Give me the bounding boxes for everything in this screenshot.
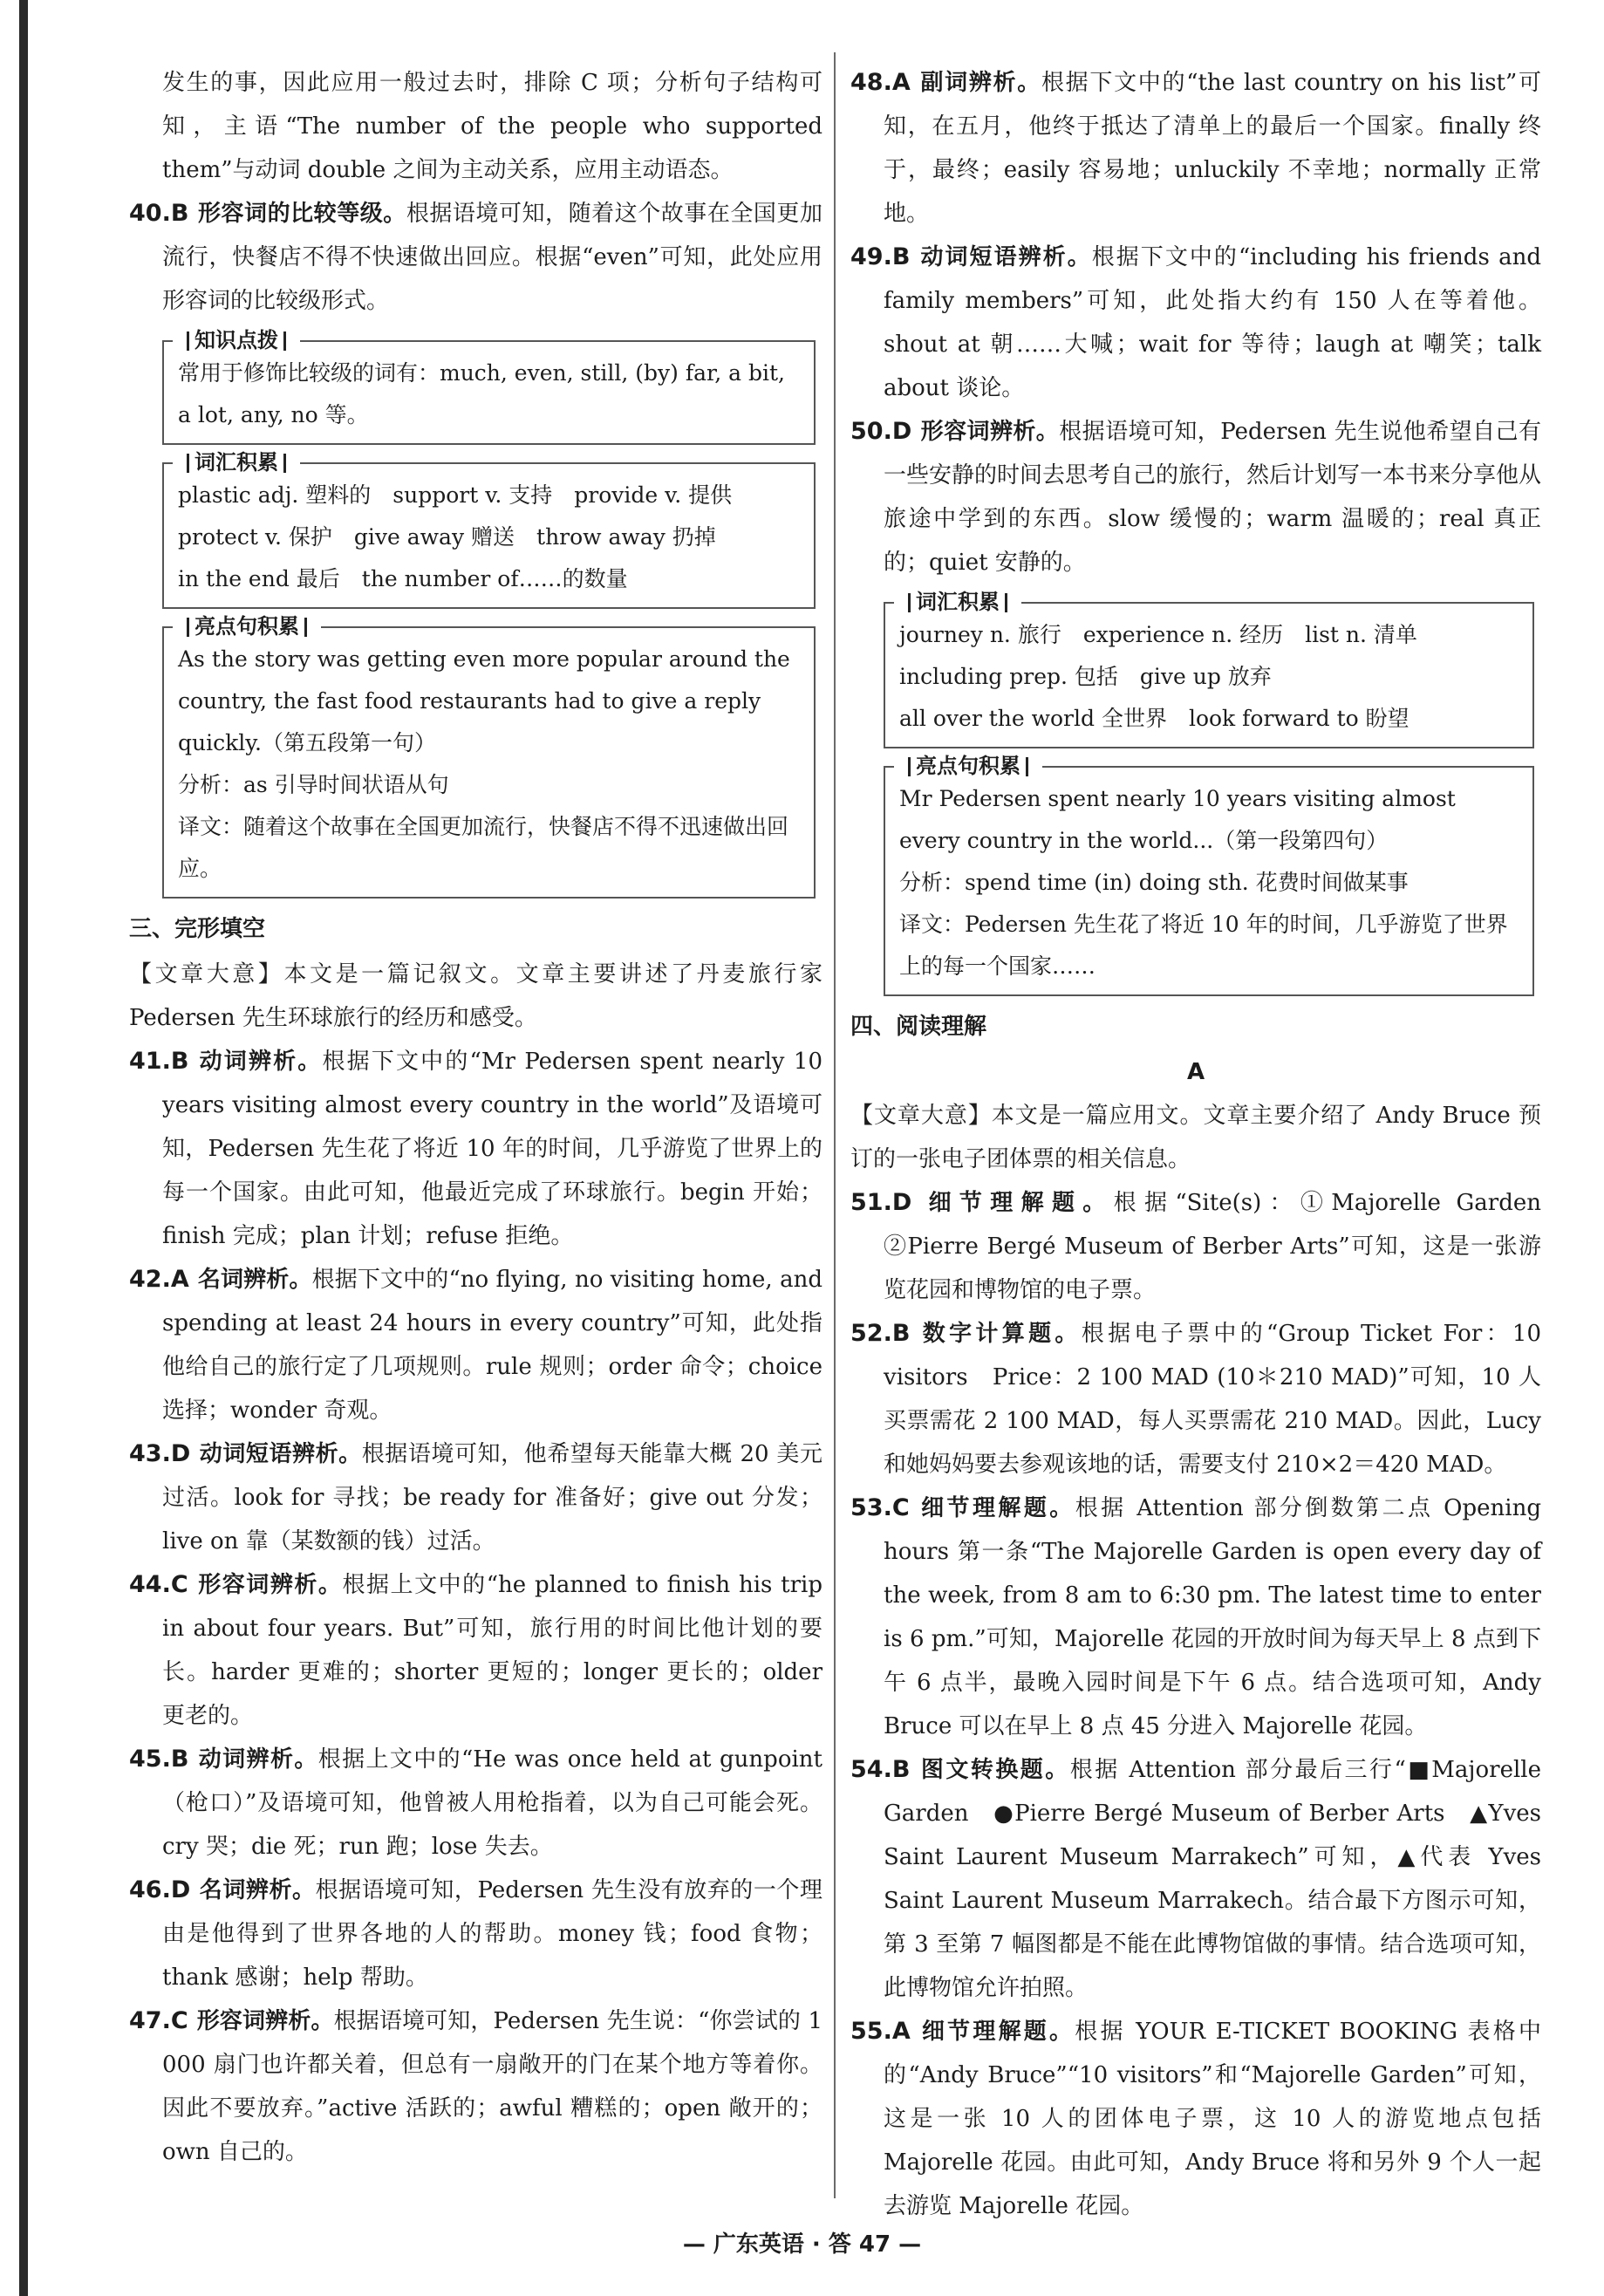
answer-48: 48.A 副词辨析。根据下文中的“the last country on his list”可知，在五月，他终于抵达了清单上的最后一个国家。finally 终于，最终；easily 容易地；unluckily 不幸地；normally 正常地。 <box>850 69 1541 227</box>
section-heading-reading: 四、阅读理解 <box>850 1014 987 1040</box>
vocab-box-title: 词汇积累 <box>173 449 300 475</box>
vocab-box-right <box>884 590 1534 748</box>
answer-51: 51.D 细节理解题。根据“Site(s)：①Majorelle Garden ②Pierre Bergé Museum of Berber Arts”可知，这是一张游览花园和博物馆的电子票。 <box>850 1189 1564 1303</box>
vocab-line: protect v. 保护 give away 赠送 throw away 扔掉 <box>178 524 716 550</box>
vocab-line: including prep. 包括 give up 放弃 <box>899 664 1272 689</box>
answer-42: 42.A 名词辨析。根据下文中的“no flying, no visiting home, and spending at least 24 hours in every country”可知，此处指他给自己的旅行定了几项规则。rule 规则；order 命令；choice 选择；wonder 奇观。 <box>129 1266 822 1424</box>
vocab-box-left <box>162 450 816 609</box>
page-footer: — 广东英语 · 答 47 — <box>682 2231 922 2258</box>
answer-52: 52.B 数字计算题。根据电子票中的“Group Ticket For：10 visitors Price：2 100 MAD (10＊210 MAD)”可知，10 人买票需花 2 100 MAD，每人买票需花 210 MAD。因此，Lucy 和她妈妈要去参观该地的话，需要支付 210×2＝420 MAD。 <box>850 1320 1541 1478</box>
sentence-translation: 译文：随着这个故事在全国更加流行，快餐店不得不迅速做出回应。 <box>178 814 789 881</box>
column-divider <box>834 52 836 2198</box>
sentence-box-right <box>884 754 1534 996</box>
sentence-line: Mr Pedersen spent nearly 10 years visiting almost every country in the world...（第一段第四句） <box>899 786 1456 853</box>
section-heading-cloze: 三、完形填空 <box>129 916 266 942</box>
answer-44: 44.C 形容词辨析。根据上文中的“he planned to finish his trip in about four years. But”可知，旅行用的时间比他计划的要长。harder 更难的；shorter 更短的；longer 更长的；older 更老的。 <box>129 1571 822 1729</box>
vocab-line: all over the world 全世界 look forward to 盼望 <box>899 706 1409 731</box>
vocab-line: in the end 最后 the number of……的数量 <box>178 566 628 591</box>
vocab-line: journey n. 旅行 experience n. 经历 list n. 清单 <box>899 622 1417 647</box>
tips-box <box>162 328 816 445</box>
left-column <box>129 61 822 2174</box>
answer-45: 45.B 动词辨析。根据上文中的“He was once held at gunpoint（枪口）”及语境可知，他曾被人用枪指着，以为自己可能会死。cry 哭；die 死；run 跑；lose 失去。 <box>129 1746 822 1860</box>
answer-49: 49.B 动词短语辨析。根据下文中的“including his friends and family members”可知，此处指大约有 150 人在等着他。shout at 朝……大喊；wait for 等待；laugh at 嘲笑；talk about 谈论。 <box>850 243 1541 401</box>
answer-43: 43.D 动词短语辨析。根据语境可知，他希望每天能靠大概 20 美元过活。look for 寻找；be ready for 准备好；give out 分发；live on 靠（某数额的钱）过活。 <box>129 1440 822 1555</box>
passage-label: A <box>1186 1059 1205 1085</box>
sentence-box-title: 亮点句积累 <box>894 753 1042 779</box>
sentence-line: As the story was getting even more popular around the country, the fast food restaurants had to give a reply quickly.（第五段第一句） <box>178 646 790 755</box>
vocab-box-title: 词汇积累 <box>894 589 1021 615</box>
sentence-box-left <box>162 614 816 899</box>
answer-54: 54.B 图文转换题。根据 Attention 部分最后三行“■Majorelle Garden ●Pierre Bergé Museum of Berber Arts ▲Yves Saint Laurent Museum Marrakech”可知，▲代表 Yves Saint Laurent Museum Marrakech。结合最下方图示可知，第 3 至第 7 幅图都是不能在此博物馆做的事情。结合选项可知，此博物馆允许拍照。 <box>850 1756 1541 2001</box>
continued-paragraph: 发生的事，因此应用一般过去时，排除 C 项；分析句子结构可知，主语“The number of the people who supported them”与动词 double 之间为主动关系，应用主动语态。 <box>162 70 822 183</box>
sentence-analysis: 分析：as 引导时间状语从句 <box>178 772 449 797</box>
article-summary-cloze: 【文章大意】本文是一篇记叙文。文章主要讲述了丹麦旅行家 Pedersen 先生环球旅行的经历和感受。 <box>129 961 822 1031</box>
article-summary-reading: 【文章大意】本文是一篇应用文。文章主要介绍了 Andy Bruce 预订的一张电子团体票的相关信息。 <box>850 1103 1541 1172</box>
vocab-line: plastic adj. 塑料的 support v. 支持 provide v. 提供 <box>178 482 733 508</box>
sentence-translation: 译文：Pedersen 先生花了将近 10 年的时间，几乎游览了世界上的每一个国家…… <box>899 912 1508 979</box>
tips-box-text: 常用于修饰比较级的词有：much, even, still, (by) far, a bit, a lot, any, no 等。 <box>178 360 785 427</box>
sentence-box-title: 亮点句积累 <box>173 613 321 639</box>
answer-53: 53.C 细节理解题。根据 Attention 部分倒数第二点 Opening hours 第一条“The Majorelle Garden is open every day of the week, from 8 am to 6:30 pm. The latest time to enter is 6 pm.”可知，Majorelle 花园的开放时间为每天早上 8 点到下午 6 点半，最晚入园时间是下午 6 点。结合选项可知，Andy Bruce 可以在早上 8 点 45 分进入 Majorelle 花园。 <box>850 1494 1541 1739</box>
answer-41: 41.B 动词辨析。根据下文中的“Mr Pedersen spent nearly 10 years visiting almost every country in the world”及语境可知，Pedersen 先生花了将近 10 年的时间，几乎游览了世界上的每一个国家。由此可知，他最近完成了环球旅行。begin 开始；finish 完成；plan 计划；refuse 拒绝。 <box>129 1048 822 1249</box>
answer-50: 50.D 形容词辨析。根据语境可知，Pedersen 先生说他希望自己有一些安静的时间去思考自己的旅行，然后计划写一本书来分享他从旅途中学到的东西。slow 缓慢的；warm 温暖的；real 真正的；quiet 安静的。 <box>850 418 1542 576</box>
tips-box-title: 知识点拨 <box>173 327 300 353</box>
page-edge-bar <box>19 0 28 2296</box>
right-column <box>850 61 1564 2228</box>
answer-40: 40.B 形容词的比较等级。根据语境可知，随着这个故事在全国更加流行，快餐店不得不快速做出回应。根据“even”可知，此处应用形容词的比较级形式。 <box>129 200 822 314</box>
sentence-analysis: 分析：spend time (in) doing sth. 花费时间做某事 <box>899 870 1409 895</box>
answer-46: 46.D 名词辨析。根据语境可知，Pedersen 先生没有放弃的一个理由是他得到了世界各地的人的帮助。money 钱；food 食物；thank 感谢；help 帮助。 <box>129 1876 822 1991</box>
answer-55: 55.A 细节理解题。根据 YOUR E-TICKET BOOKING 表格中的“Andy Bruce”“10 visitors”和“Majorelle Garden”可知，这是一张 10 人的团体电子票，这 10 人的游览地点包括 Majorelle 花园。由此可知，Andy Bruce 将和另外 9 个人一起去游览 Majorelle 花园。 <box>850 2018 1541 2219</box>
answer-47: 47.C 形容词辨析。根据语境可知，Pedersen 先生说：“你尝试的 1 000 扇门也许都关着，但总有一扇敞开的门在某个地方等着你。因此不要放弃。”active 活跃的；awful 糟糕的；open 敞开的；own 自己的。 <box>129 2007 822 2165</box>
